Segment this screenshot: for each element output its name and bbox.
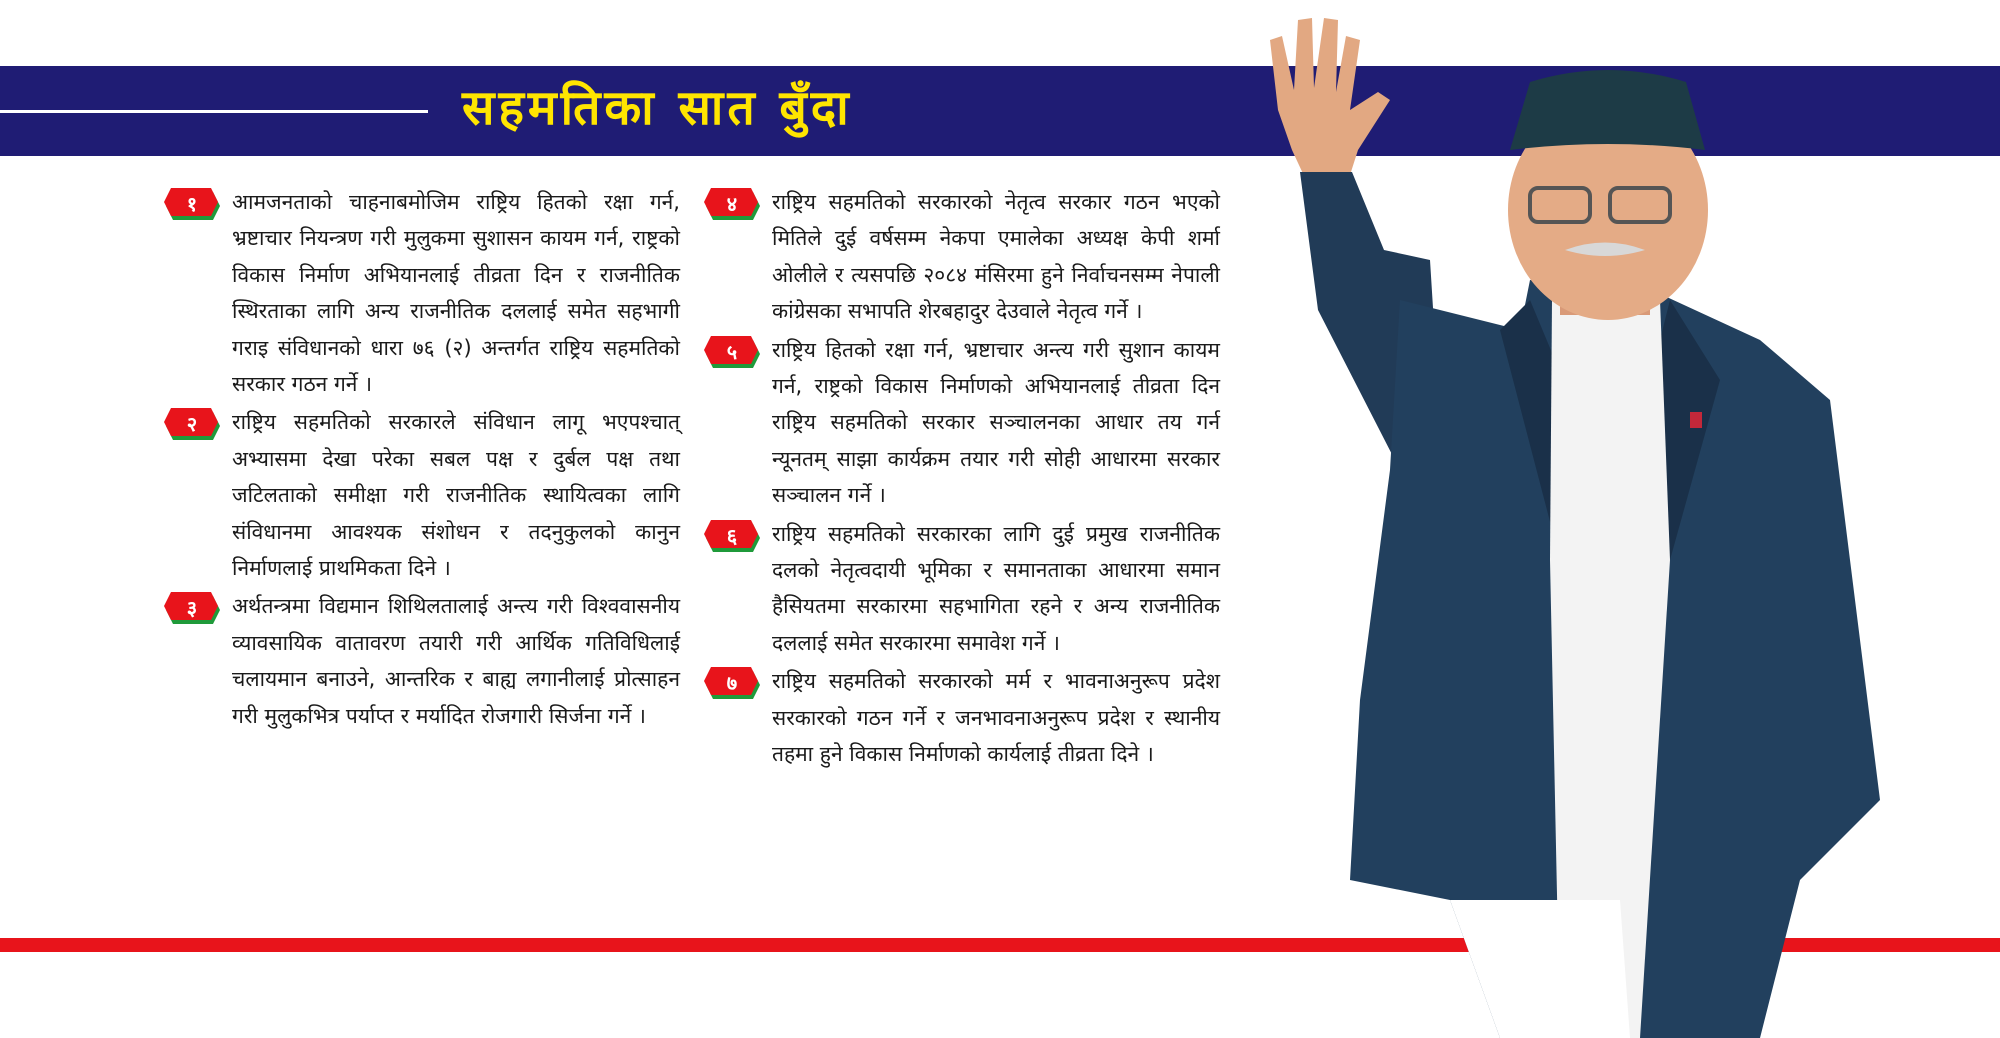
badge-number: ३: [186, 596, 198, 621]
point-item: [160, 184, 680, 402]
point-item: [160, 588, 680, 734]
point-text: राष्ट्रिय सहमतिको सरकारको नेतृत्व सरकार गठन भएको मितिले दुई वर्षसम्म नेकपा एमालेका अध्यक्ष केपी शर्मा ओलीले र त्यसपछि २०८४ मंसिरमा हुने निर्वाचनसम्म नेपाली कांग्रेसका सभापति शेरबहादुर देउवाले नेतृत्व गर्ने ।: [772, 190, 1220, 324]
badge-number: ५: [726, 339, 738, 364]
point-item: [700, 663, 1220, 772]
page-title: सहमतिका सात बुँदा: [462, 80, 853, 136]
hexagon-number-badge: [704, 520, 760, 552]
hexagon-number-badge: [704, 336, 760, 368]
hexagon-number-badge: [164, 592, 220, 624]
hexagon-number-badge: [704, 188, 760, 220]
hexagon-number-badge: [164, 188, 220, 220]
badge-number: ७: [726, 671, 738, 696]
banner-rule: [0, 110, 428, 113]
point-text: अर्थतन्त्रमा विद्यमान शिथिलतालाई अन्त्य गरी विश्ववासनीय व्यावसायिक वातावरण तयारी गरी आर्थिक गतिविधिलाई चलायमान बनाउने, आन्तरिक र बाह्य लगानीलाई प्रोत्साहन गरी मुलुकभित्र पर्याप्त र मर्यादित रोजगारी सिर्जना गर्ने ।: [232, 594, 680, 728]
points-column-right: [700, 184, 1220, 775]
point-text: राष्ट्रिय सहमतिको सरकारका लागि दुई प्रमुख राजनीतिक दलको नेतृत्वदायी भूमिका र समानताका आधारमा समान हैसियतमा सरकारमा सहभागिता रहने र अन्य राजनीतिक दललाई समेत सरकारमा समावेश गर्ने ।: [772, 521, 1220, 655]
point-item: [700, 184, 1220, 330]
point-item: [700, 332, 1220, 514]
point-text: राष्ट्रिय सहमतिको सरकारको मर्म र भावनाअनुरूप प्रदेश सरकारको गठन गर्ने र जनभावनाअनुरूप प्रदेश र स्थानीय तहमा हुने विकास निर्माणको कार्यलाई तीव्रता दिने ।: [772, 669, 1220, 767]
hexagon-number-badge: [164, 408, 220, 440]
point-text: राष्ट्रिय हितको रक्षा गर्न, भ्रष्टाचार अन्त्य गरी सुशान कायम गर्न, राष्ट्रको विकास निर्माणको अभियानलाई तीव्रता दिन राष्ट्रिय सहमतिको सरकार सञ्चालनका आधार तय गर्न न्यूनतम् साझा कार्यक्रम तयार गरी सोही आधारमा सरकार सञ्चालन गर्ने ।: [772, 337, 1220, 508]
point-text: आमजनताको चाहनाबमोजिम राष्ट्रिय हितको रक्षा गर्न, भ्रष्टाचार नियन्त्रण गरी मुलुकमा सुशासन कायम गर्न, राष्ट्रको विकास निर्माण अभियानलाई तीव्रता दिन र राजनीतिक स्थिरताका लागि अन्य राजनीतिक दललाई समेत सहभागी गराइ संविधानको धारा ७६ (२) अन्तर्गत राष्ट्रिय सहमतिको सरकार गठन गर्ने ।: [232, 190, 680, 397]
point-text: राष्ट्रिय सहमतिको सरकारले संविधान लागू भएपश्चात् अभ्यासमा देखा परेका सबल पक्ष र दुर्बल पक्ष तथा जटिलताको समीक्षा गरी राजनीतिक स्थायित्वका लागि संविधानमा आवश्यक संशोधन र तदनुकुलको कानुन निर्माणलाई प्राथमिकता दिने ।: [232, 410, 680, 581]
point-item: [700, 516, 1220, 662]
badge-number: १: [186, 192, 198, 216]
hexagon-number-badge: [704, 667, 760, 699]
points-column-left: [160, 184, 680, 736]
badge-number: २: [186, 412, 198, 437]
badge-number: ४: [726, 192, 738, 216]
point-item: [160, 404, 680, 586]
badge-number: ६: [726, 523, 738, 548]
waving-man-photo-icon: [1200, 0, 2000, 1038]
